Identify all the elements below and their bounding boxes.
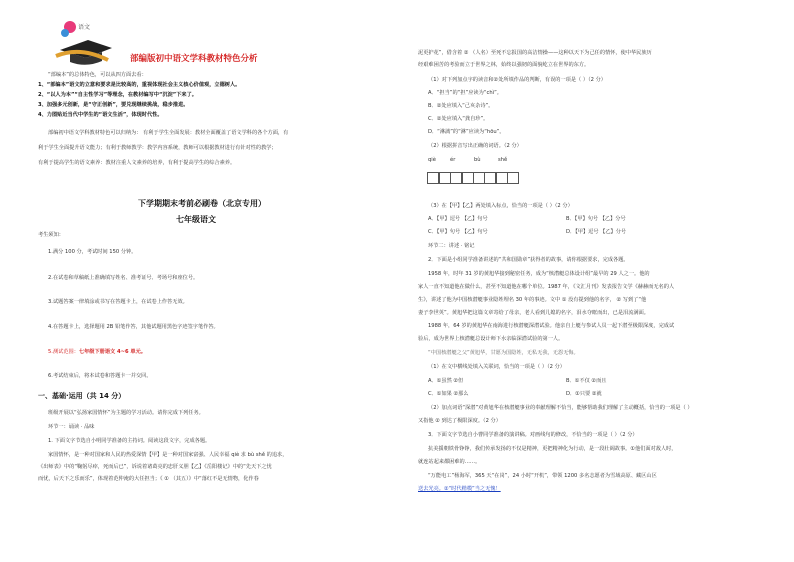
q1: （1）对下列加点字的读音和②处所填作品的判断，有误的一项是（ ）（2 分） (428, 77, 606, 83)
notice-2: 2.在试卷和草稿纸上准确填写姓名、准考证号、考场号和座位号。 (48, 275, 199, 281)
point-3: 3、加强多元创新，是“守正创新”，要兑现继续挑战，稳步推进。 (38, 102, 189, 108)
q5-option-c: C．①如果 ②那么 (428, 391, 469, 397)
s1-line-2: 环节一：诵读 · 品味 (48, 424, 95, 430)
logo (52, 16, 114, 66)
stage-2: 环节二：讲述 · 铭记 (428, 243, 475, 249)
scope-label: 5.测试范围： (48, 349, 79, 355)
notice-6: 6.考试结束后，将本试卷和答题卡一并交回。 (48, 373, 152, 379)
q5: （1）在文中横线处填入关联词，恰当的一项是（ ）（2 分） (428, 364, 565, 370)
q5-option-a: A．①虽然 ②但 (428, 378, 464, 384)
q3-option-d: D．【甲】逗号 【乙】分号 (566, 229, 627, 235)
exam-title: 下学期期末考前必刷卷（北京专用） (138, 199, 266, 208)
q3: （3）在【甲】【乙】两处填入标点，恰当的一项是（ ）（2 分） (428, 203, 573, 209)
q1-option-b: B．②处应填入“己亥杂诗”。 (428, 103, 494, 109)
story-line-1: 1958 年，时年 31 岁的黄旭华接到秘密任务，成为“核潜艇总体设计组”最早的 29 人之一。他的 (428, 271, 650, 277)
q1-option-a: A．“担当”的“担”应读为“chì”。 (428, 90, 502, 96)
q3-option-a: A．【甲】逗号 【乙】句号 (428, 216, 488, 222)
story-line-6: 验后，成为世界上核潜艇总设计师下水亲临深潜试验的第一人。 (418, 336, 564, 342)
writing-grid (428, 172, 519, 184)
section-1-heading: 一、基础·运用（共 14 分） (38, 392, 126, 400)
grid-cell (450, 172, 462, 184)
q6: （2）加点词语“深潜”对黄旭华在核潜艇事业的奉献理解不恰当，能够帮助我们理解了主动概括，恰当的一项是（ ） (428, 405, 693, 411)
intro: “部编本”的总体特色，可以从四方面去看： (48, 72, 147, 78)
q1-option-d: D．“淋漓”的“淋”应读为“hōu”。 (428, 129, 505, 135)
pinyin-3: bù (474, 157, 481, 163)
exam-subtitle: 七年级语文 (176, 215, 216, 224)
story-line-3: 生》，讲述了他为中国核潜艇事业隐姓埋名 30 年的事迹。文中 ① 没有提到他的名字， ② 写到了“他 (418, 297, 647, 303)
speech-line-1: 抗美援朝铁骨铮铮，我们传承发扬的不仅是精神，更把精神化为行动，是一段壮阔故事。①他们面对敌人时， (428, 446, 677, 452)
speech-line-4: 送去光亮。②“时代楷模”当之无愧！ (418, 486, 501, 492)
q7: 3．下面文字节选自小曹同学准备的演讲稿。对画线句的修改，不恰当的一项是（ ）（2 分） (428, 432, 638, 438)
point-2: 2、“以人为本”“自主性学习”等理念，在教材编写中“沉淀”下来了。 (38, 92, 197, 98)
grid-cell (427, 172, 439, 184)
grid-cell (496, 172, 508, 184)
q5-option-d: D．①只要 ②就 (566, 391, 602, 397)
q3-option-b: B．【甲】句号 【乙】分号 (566, 216, 626, 222)
speech-line-3: “万能电工”杨海军，365 天“在岗”，24 小时“开机”，带领 1200 多名志愿者为雪域高原、藏区山区 (428, 473, 657, 479)
logo-text: 语文 (78, 24, 91, 31)
s1-line-1: 班级开展以“弘扬家国情怀”为主题的学习活动。请你完成下列任务。 (48, 410, 204, 416)
story-line-4: 妻子李世英”。黄旭华把这篇文章寄给了母亲，老人看到儿媳的名字，泪水夺眶而出，已是泪流满面。 (418, 310, 649, 316)
grid-cell (507, 172, 519, 184)
r-line-1: 泥更护花”，借含着 ② （人名）至死不忘报国的高洁情操——这种以天下为己任的情怀，使中华民族历 (418, 50, 652, 56)
notice-3: 3.试题答案一律填涂或书写在答题卡上，在试卷上作答无效。 (48, 299, 188, 305)
point-1: 1、“部编本”语文的立意和要求是比较高的，重视体现社会主义核心价值观，立德树人。 (38, 82, 241, 88)
s1-line-4: 家国情怀，是一种对国家和人民的热爱深情【甲】是一种对国家富强、人民幸福 qiè 求 bù shě 的追求， (48, 452, 288, 458)
notice-4: 4.在答题卡上，选择题用 2B 铅笔作答，其他试题用黑色字迹签字笔作答。 (48, 324, 219, 330)
q2: （2）根据拼音写出正确的词语。（2 分） (428, 143, 522, 149)
speech-line-2: 就连站起来都困难的……。 (418, 459, 481, 465)
q1-option-c: C．②处应填入“龚自珍”。 (428, 116, 489, 122)
notice-label: 考生须知： (38, 232, 64, 238)
story-line-5: 1988 年，64 岁的黄旭华在南海进行核潜艇深潜试验。他亲自上艇与参试人员一起下潜至极限深度，完成试 (428, 323, 675, 329)
para-line-1: 部编初中语文学科教材特色可以归纳为： 有利于学生全面发展：教材全面覆盖了语文学科的各个方面，有 (48, 130, 289, 136)
q5-option-b: B．①不仅 ②而且 (566, 378, 607, 384)
q4: 2．下面是小组同学准备讲述的“共和国勋章”获得者的故事，请你根据要求，完成各题。 (428, 257, 629, 263)
grid-cell (484, 172, 496, 184)
story-line-2: 家人一直不知道他在做什么，甚至不知道他在哪个单位。1987 年，《文汇月刊》发表报告文学《赫赫而无名的人 (418, 284, 675, 290)
para-line-2: 利于学生全面提升语文能力；有利于教师教学：教学内容系统，教师可以根据教材进行有针对性的教学； (38, 145, 277, 151)
grid-cell (473, 172, 485, 184)
doc-title: 部编版初中语文学科教材特色分析 (130, 54, 258, 64)
s1-line-6: 而忧，后天下之乐而乐”，体现着范仲淹的大任担当；《 ① （其五）》中“落红不是无情物，化作春 (38, 476, 259, 482)
pinyin-1: qiè (428, 157, 436, 163)
grid-cell (439, 172, 451, 184)
r-line-2: 经艰难困苦的考验而立于世界之林，始终以强韧的面貌屹立在世界的东方。 (418, 62, 590, 68)
s1-line-3: 1. 下面文字节选自小明同学准备的主持词。阅读这段文字，完成各题。 (48, 438, 211, 444)
q3-option-c: C．【甲】句号 【乙】句号 (428, 229, 488, 235)
pinyin-2: ér (450, 157, 456, 163)
grid-cell (462, 172, 474, 184)
quote: “中国核潜艇之父”黄旭华，甘愿为国隐姓，无私无我，无怨无悔。 (428, 350, 579, 356)
notice-1: 1.满分 100 分，考试时间 150 分钟。 (48, 249, 137, 255)
q6-continued: 又指他 ② 到达了极限深度。（2 分） (418, 418, 501, 424)
notice-5 (48, 349, 146, 356)
point-4: 4、力图贴近当代中学生的“语文生活”，体现时代性。 (38, 112, 163, 118)
para-line-3: 有利于提高学生的语文素养：教材注重人文素养的培养，有利于提高学生的综合素养。 (38, 160, 236, 166)
pinyin-4: shě (498, 157, 508, 163)
scope-value: 七年级下册语文 4~6 单元。 (78, 349, 146, 355)
s1-line-5: 《出师表》中的“鞠躬尽瘁，死而后已”，诉说着诸葛亮的忠肝义胆【乙】《岳阳楼记》中的“先天下之忧 (38, 464, 272, 470)
